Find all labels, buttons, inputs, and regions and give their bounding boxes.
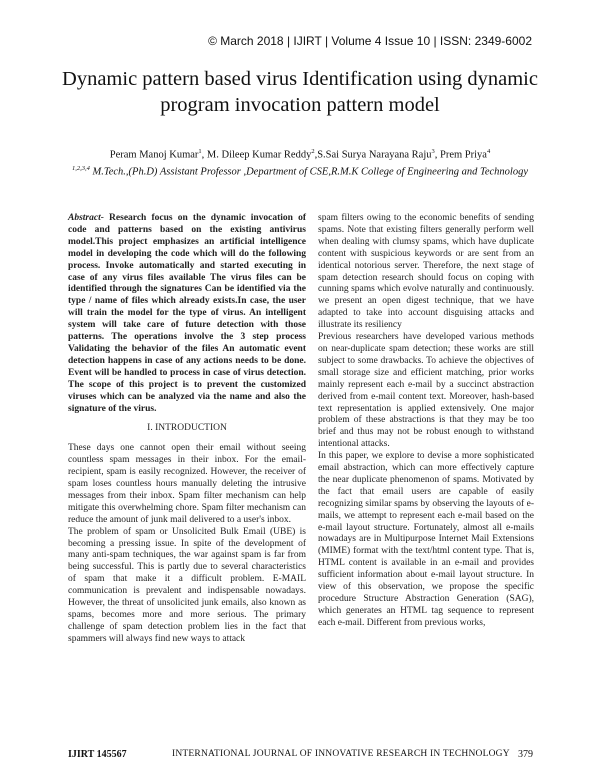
body-paragraph-3: In this paper, we explore to devise a more sophisticated email abstraction, which can more effectively capture the near duplicate phenomenon of spams. Motivated by the fact that email users are capable of easily recognizing similar spams by observing the layouts of e-mails, we attempt to represent each e-mail based on the e-mail layout structure. Fortunately, almost all e-mails nowadays are in Multipurpose Internet Mail Extensions (MIME) format with the text/html content type. That is, HTML content is available in an e-mail and provides sufficient information about e-mail layout structure. In view of this observation, we propose the specific procedure Structure Abstraction Generation (SAG), which generates an HTML tag sequence to represent each e-mail. Different from previous works, [318,451,534,628]
author-name: S.Sai Surya Narayana Raju [317,149,432,161]
journal-header: © March 2018 | IJIRT | Volume 4 Issue 10 | ISSN: 2349-6002 [208,34,532,48]
title-line-2: program invocation pattern model [160,94,440,116]
affiliation-sup: 1,2,3,4 [71,165,90,172]
author-list: Peram Manoj Kumar$^1$, M. Dileep Kumar Reddy$^2$,S.Sai Surya Narayana Raju$^3$, Prem Priya$^4$ [109,148,491,161]
author-name: Peram Manoj Kumar [109,149,199,161]
author-sup: 2 [311,148,315,155]
author-sup: 4 [486,148,491,155]
paper-title [40,66,560,118]
abstract-text: Research focus on the dynamic invocation of code and patterns based on the existing antivirus model.This project emphasizes an artificial intelligence model in developing the code which will do the following process. Invoke automatically and started executing in case of any virus files available The virus files can be identified through the signatures Can be identified via the type / name of files which already exists.In case, the user will train the model for the type of virus. An intelligent system will take care of future detection with those patterns. The operations involve the 3 step process Validating the behavior of the files An automatic event detection happens in case of any actions needs to be done. Event will be handled to process in case of virus detection. The scope of this project is to prevent the customized viruses which can be analyzed via the name and also the signature of the virus. [68,213,306,414]
author-name: M. Dileep Kumar Reddy [206,149,312,161]
author-sup: 3 [431,148,435,155]
page-number: 379 [518,749,533,760]
footer-journal-name: INTERNATIONAL JOURNAL OF INNOVATIVE RESEARCH IN TECHNOLOGY [172,749,510,759]
footer-article-id: IJIRT 145567 [68,749,127,760]
author-sup: 1 [198,148,202,155]
abstract [68,213,306,415]
author-name: Prem Priya [440,149,487,161]
title-line-1: Dynamic pattern based virus Identification using dynamic [62,68,538,90]
left-column [68,213,306,646]
intro-paragraph-1: These days one cannot open their email without seeing countless spam messages in their inbox. For the email-recipient, spam is easily recognized. However, the receiver of spam loses countless hours manually deleting the intrusive messages from their inbox. Spam filter mechanism can help mitigate this overwhelming chore. Spam filter mechanism can reduce the amount of junk mail delivered to a user's inbox. [68,443,306,525]
intro-paragraph-2: The problem of spam or Unsolicited Bulk Email (UBE) is becoming a pressing issue. In spite of the development of many anti-spam techniques, the war against spam is far from being successful. This is partly due to several characteristics of spam that make it a difficult problem. E-MAIL communication is prevalent and indispensable nowadays. However, the threat of unsolicited junk emails, also known as spams, becomes more and more serious. The primary challenge of spam detection problem lies in the fact that spammers will always find new ways to attack [68,526,306,644]
body-paragraph-1: spam filters owing to the economic benefits of sending spams. Note that existing filters generally perform well when dealing with clumsy spams, which have duplicate content with suspicious keywords or are sent from an identical notorious server. Therefore, the next stage of spam detection research should focus on coping with cunning spams which evolve naturally and continuously. we present an open digest technique, that we have adapted to take into account disguising attacks and illustrate its resiliency [318,213,534,331]
right-column [318,213,534,630]
body-paragraph-2: Previous researchers have developed various methods on near-duplicate spam detection; these works are still subject to some drawbacks. To achieve the objectives of small storage size and efficient matching, prior works mainly represent each e-mail by a succinct abstraction derived from e-mail content text. Moreover, hash-based text representation is applied extensively. One major problem of these abstractions is that they may be too brief and thus may not be robust enough to withstand intentional attacks. [318,332,534,450]
author-affiliation [60,162,540,179]
section-heading-introduction: I. INTRODUCTION [147,423,227,434]
abstract-label: Abstract- [68,213,104,223]
affiliation-text: M.Tech.,(Ph.D) Assistant Professor ,Department of CSE,R.M.K College of Engineering and Technology [92,166,529,178]
